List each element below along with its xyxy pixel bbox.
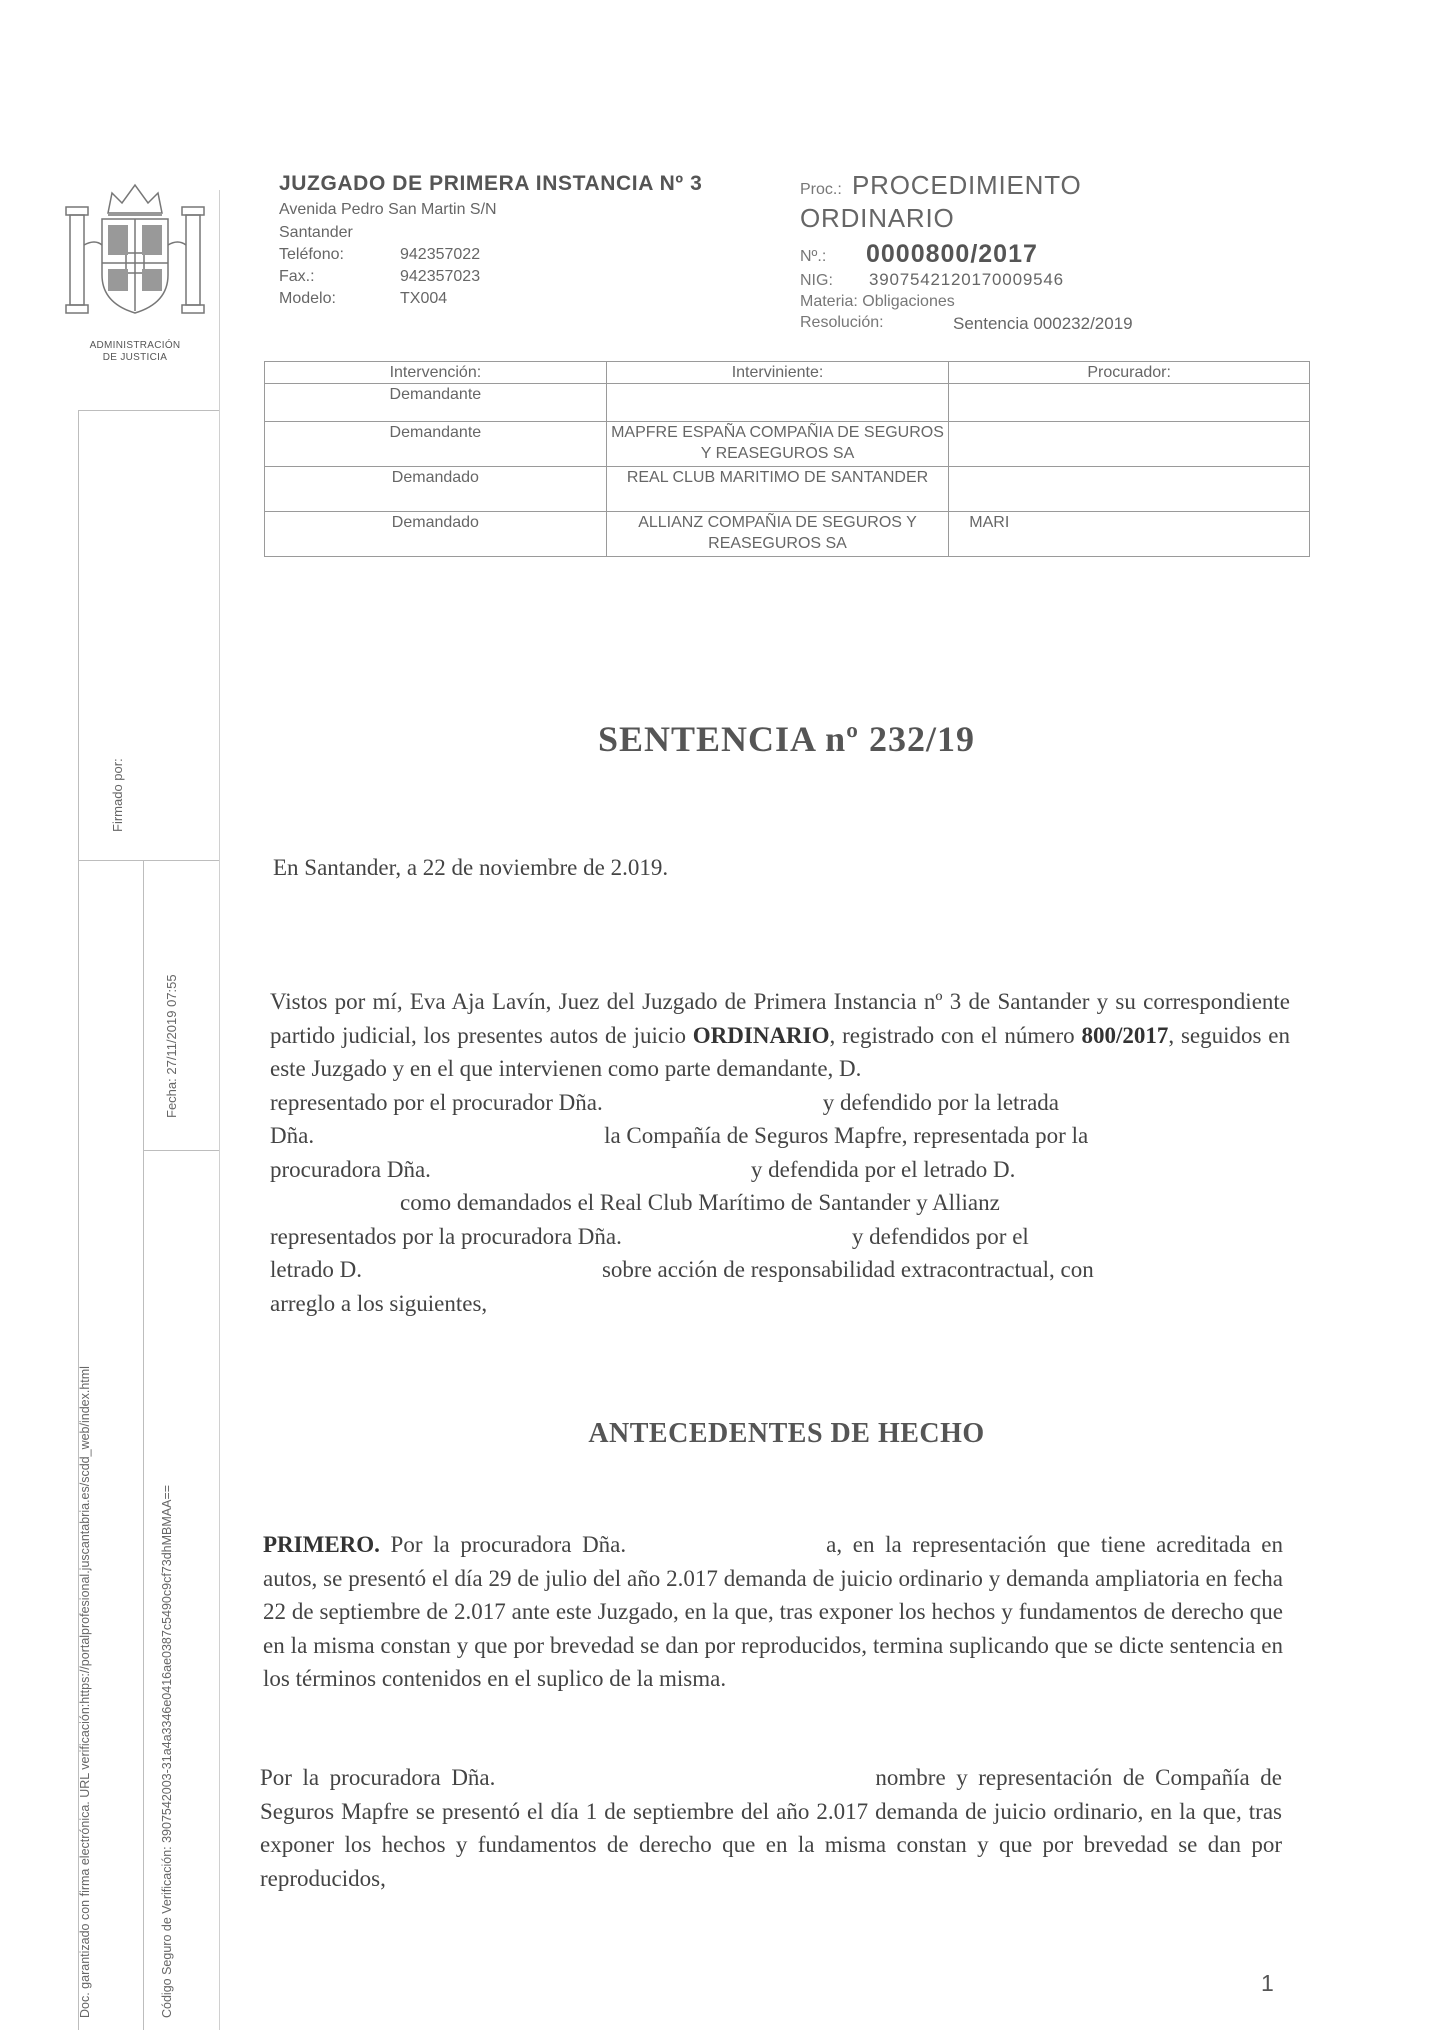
column-header: Intervención: bbox=[265, 362, 607, 384]
coat-of-arms-icon bbox=[60, 175, 210, 325]
nig-value: 3907542120170009546 bbox=[869, 270, 1064, 289]
party-role: Demandante bbox=[265, 384, 607, 422]
place-date: En Santander, a 22 de noviembre de 2.019. bbox=[273, 855, 669, 880]
party-role: Demandado bbox=[265, 512, 607, 557]
court-city: Santander bbox=[279, 224, 353, 241]
party-name bbox=[606, 384, 949, 422]
parties-table bbox=[264, 361, 1310, 557]
party-attorney bbox=[949, 467, 1310, 512]
case-number: 0000800/2017 bbox=[866, 240, 1038, 268]
phone-label: Teléfono: bbox=[279, 246, 344, 263]
fax-label: Fax.: bbox=[279, 268, 315, 285]
column-header: Procurador: bbox=[949, 362, 1310, 384]
verification-code: Código Seguro de Verificación: 3907542003-31a4a3346e0416ae0387c5490c9cf73dhMBMAA== bbox=[160, 1484, 174, 2018]
model-label: Modelo: bbox=[279, 290, 336, 307]
court-name: JUZGADO DE PRIMERA INSTANCIA Nº 3 bbox=[279, 172, 703, 195]
table-header-row bbox=[265, 362, 1310, 384]
nig-label: NIG: bbox=[800, 272, 833, 289]
proc-title-line2: ORDINARIO bbox=[800, 203, 955, 233]
strip-divider bbox=[143, 1150, 220, 1151]
first-fact-paragraph: PRIMERO. Por la procuradora Dña. a, en la representación que tiene acreditada en autos, se presentó el día 29 de julio del año 2.017 demanda de juicio ordinario y demanda ampliatoria en fecha 22 de septiembre de 2.017 ante este Juzgado, en la que, tras exponer los hechos y fundamentos de derecho que en la misma constan y que por brevedad se dan por reproducidos, termina suplicando que se dicte sentencia en los términos contenidos en el suplico de la misma. bbox=[263, 1532, 1283, 1691]
resolution-value: Sentencia 000232/2019 bbox=[953, 314, 1133, 333]
table-row bbox=[265, 467, 1310, 512]
party-name: MAPFRE ESPAÑA COMPAÑIA DE SEGUROS Y REASEGUROS SA bbox=[606, 422, 949, 467]
verification-strip bbox=[78, 410, 221, 2030]
phone-value: 942357022 bbox=[400, 246, 481, 263]
signed-by-label: Firmado por: bbox=[110, 758, 125, 832]
column-header: Interviniente: bbox=[606, 362, 949, 384]
party-name: ALLIANZ COMPAÑIA DE SEGUROS Y REASEGUROS SA bbox=[606, 512, 949, 557]
administration-caption: ADMINISTRACIÓN DE JUSTICIA bbox=[89, 340, 181, 363]
table-row bbox=[265, 512, 1310, 557]
party-role: Demandante bbox=[265, 422, 607, 467]
page-number: 1 bbox=[1261, 1970, 1274, 1996]
opening-paragraph: Vistos por mí, Eva Aja Lavín, Juez del Juzgado de Primera Instancia nº 3 de Santander y su correspondiente partido judicial, los presentes autos de juicio ORDINARIO, registrado con el número 800/2017, seguidos en este Juzgado y en el que intervienen como parte demandante, D. representado por el procurador Dña. y defendido por la letrada Dña. la Compañía de Seguros Mapfre, representada por la procuradora Dña. y defendida por el letrado D. como demandados el Real Club Marítimo de Santander y Allianz representados por la procuradora Dña. y defendidos por el letrado D. sobre acción de responsabilidad extracontractual, con arreglo a los siguientes, bbox=[270, 989, 1291, 1316]
signature-date: Fecha: 27/11/2019 07:55 bbox=[164, 974, 179, 1118]
party-role: Demandado bbox=[265, 467, 607, 512]
resolution-label: Resolución: bbox=[800, 314, 884, 331]
materia: Materia: Obligaciones bbox=[800, 293, 955, 310]
court-address: Avenida Pedro San Martin S/N bbox=[279, 201, 497, 218]
second-fact-paragraph: Por la procuradora Dña. nombre y representación de Compañía de Seguros Mapfre se presentó el día 1 de septiembre del año 2.017 demanda de juicio ordinario, en la que, tras exponer los hechos y fundamentos de derecho que en la misma constan y que por brevedad se dan por reproducidos, bbox=[260, 1765, 1282, 1891]
section-title: ANTECEDENTES DE HECHO bbox=[588, 1418, 985, 1449]
table-row bbox=[265, 384, 1310, 422]
table-row bbox=[265, 422, 1310, 467]
party-name: REAL CLUB MARITIMO DE SANTANDER bbox=[606, 467, 949, 512]
strip-border-right bbox=[219, 190, 220, 2030]
party-attorney bbox=[949, 422, 1310, 467]
fax-value: 942357023 bbox=[400, 268, 481, 285]
verification-url: Doc. garantizado con firma electrónica. URL verificación:https://portalprofesional.juscantabria.es/scdd_web/index.html bbox=[78, 1366, 92, 2018]
proc-title: PROCEDIMIENTO bbox=[852, 170, 1082, 200]
strip-divider bbox=[78, 860, 220, 861]
proc-label: Proc.: bbox=[800, 181, 842, 198]
model-value: TX004 bbox=[400, 290, 448, 307]
party-attorney bbox=[949, 384, 1310, 422]
party-attorney: MARI bbox=[949, 512, 1310, 557]
sentence-title: SENTENCIA nº 232/19 bbox=[598, 719, 975, 759]
number-label: Nº.: bbox=[800, 248, 827, 265]
